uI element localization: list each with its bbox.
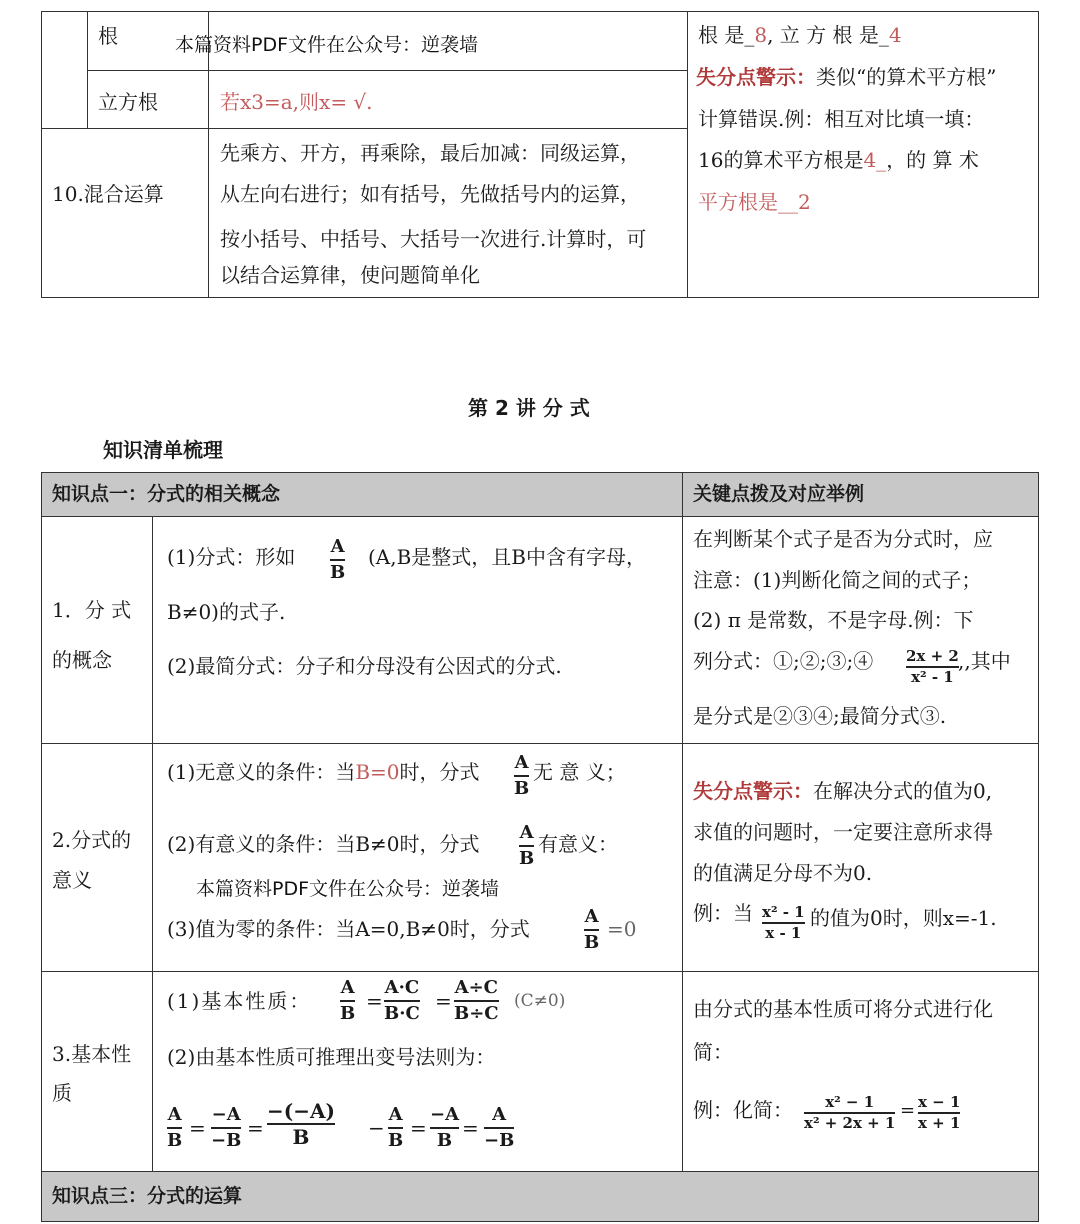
root-answer-text-c: , 立 方 根 是_ [767, 23, 889, 47]
mixed-ops-line-2: 从左向右进行；如有括号，先做括号内的运算， [220, 182, 640, 206]
row2-label-1: 2.分式的 [52, 828, 132, 852]
sr1-d2: −B [211, 1130, 242, 1151]
sr2-n2: −A [430, 1104, 460, 1125]
row2-frac2-den: B [519, 848, 535, 869]
sr2-d3: −B [484, 1130, 515, 1151]
row1-right-frac-den: x² - 1 [911, 668, 954, 686]
row3-sign-rule-1: A B = −A −B = −(−A) B [167, 1099, 335, 1151]
row1-right-4: 列分式：①;②;③;④ [693, 649, 874, 673]
warning-text-3a: 16的算术平方根是 [698, 148, 864, 172]
warning-text-3b: 4_ [863, 148, 887, 172]
row3-right-fraction-1 [804, 1094, 895, 1132]
row3-right-fraction-2 [918, 1094, 960, 1132]
sr2-n3: A [492, 1104, 507, 1125]
row2-label-2: 意义 [52, 868, 92, 892]
row3-line2: (2)由基本性质可推理出变号法则为： [167, 1045, 496, 1069]
warning-line-2: 计算错误.例：相互对比填一填： [698, 107, 985, 131]
row1-line1-b: (A,B是整式，且B中含有字母， [368, 545, 646, 569]
bp-n2: A·C [384, 977, 420, 998]
row2-line1-c: 时，分式 [399, 760, 480, 784]
warning-text-3c: ，的 算 术 [886, 148, 979, 172]
row1-right-2: 注意：(1)判断化简之间的式子； [693, 568, 982, 592]
row2-line1-d: 无 意 义； [533, 760, 626, 784]
sr1-d1: B [167, 1130, 183, 1151]
row1-label-1: 1．分 式 [52, 598, 132, 622]
warning-text-1: 类似“的算术平方根” [816, 65, 997, 89]
row2-line1 [167, 752, 480, 792]
row2-right-2: 求值的问题时，一定要注意所求得 [693, 820, 993, 844]
row3-label-1: 3.基本性 [52, 1042, 132, 1066]
row2-line1-a: (1)无意义的条件：当 [167, 760, 356, 784]
row3-condition: (C≠0) [514, 991, 566, 1011]
sr2-d2: B [436, 1130, 453, 1151]
row1-line1-a: (1)分式：形如 [167, 545, 296, 569]
warning-line-4: 平方根是__2 [698, 190, 811, 214]
watermark-top: 本篇资料PDF文件在公众号：逆袭墙 [175, 34, 479, 56]
lecture-title: 第 2 讲 分 式 [468, 396, 590, 420]
row1-line2: B≠0)的式子. [167, 600, 286, 624]
row2-right-ex-b: 的值为0时，则x=-1. [810, 906, 997, 930]
mixed-ops-line-4: 以结合运算律，使问题简单化 [220, 263, 480, 287]
row2-line3-b: =0 [607, 917, 637, 941]
row2-line2-b: 有意义： [538, 832, 618, 856]
row3-rf2-num: x − 1 [918, 1093, 961, 1111]
sr1-n1: A [167, 1104, 182, 1125]
mixed-ops-label: 10.混合运算 [52, 182, 164, 206]
root-answer-text-a: 根 是_ [698, 23, 755, 47]
row2-fraction-2 [519, 822, 534, 870]
section-heading: 知识清单梳理 [103, 438, 223, 462]
warning-line-3 [698, 140, 979, 180]
row3-right-1: 由分式的基本性质可将分式进行化 [693, 997, 993, 1021]
cube-root-content: 若x3=a,则x= √. [220, 90, 373, 114]
row3-right-ex: 例：化简： [693, 1098, 793, 1122]
root-answer-4: 4 [888, 23, 902, 47]
row3-rf2-den: x + 1 [918, 1114, 961, 1132]
mixed-ops-line-1: 先乘方、开方，再乘除，最后加减：同级运算， [220, 141, 640, 165]
footer-header: 知识点三：分式的运算 [52, 1185, 243, 1207]
row3-basic-property-eq: A B = A·C B·C = A÷C B÷C [340, 977, 499, 1024]
mixed-ops-line-3: 按小括号、中括号、大括号一次进行.计算时，可 [220, 227, 647, 251]
row2-right-ex-a: 例：当 [693, 901, 753, 925]
row2-frac2-num: A [519, 822, 534, 843]
sr2-n1: A [388, 1104, 403, 1125]
bp-n1: A [340, 977, 355, 998]
warning-label: 失分点警示： [696, 65, 816, 89]
row1-right-3: (2) π 是常数，不是字母.例：下 [693, 608, 974, 632]
root-answer-8: 8 [754, 23, 768, 47]
row2-frac1-num: A [514, 752, 529, 773]
row-label-gen: 根 [98, 24, 118, 48]
row1-frac-den: B [330, 562, 346, 583]
row3-rf1-num: x² − 1 [825, 1093, 875, 1111]
warning-line-1 [696, 57, 996, 97]
row1-right-frac-num: 2x + 2 [906, 647, 959, 665]
row2-right-3: 的值满足分母不为0. [693, 861, 873, 885]
bp-d1: B [340, 1003, 356, 1024]
row2-line1-b: B=0 [355, 760, 400, 784]
row-label-cube-root: 立方根 [98, 90, 158, 114]
row2-frac3-den: B [584, 932, 600, 953]
bp-d2: B·C [384, 1003, 420, 1024]
row2-warning-label: 失分点警示： [693, 779, 813, 803]
row2-right-fraction [762, 904, 805, 942]
row1-line3: (2)最简分式：分子和分母没有公因式的分式. [167, 654, 562, 678]
row1-fraction [330, 536, 345, 584]
row2-fraction-3 [584, 906, 599, 954]
row2-right-1 [693, 771, 992, 811]
header-right: 关键点拨及对应举例 [693, 483, 865, 505]
row3-label-2: 质 [52, 1081, 72, 1105]
watermark-middle: 本篇资料PDF文件在公众号：逆袭墙 [196, 878, 500, 900]
row2-frac3-num: A [584, 906, 599, 927]
bp-d3: B÷C [454, 1003, 499, 1024]
row1-right-fraction [906, 648, 959, 686]
bp-n3: A÷C [454, 977, 498, 998]
row2-right-text-1: 在解决分式的值为0, [813, 779, 993, 803]
row3-sign-rule-2: − A B = −A B = A −B [368, 1104, 515, 1151]
row2-fraction-1 [514, 752, 529, 800]
row3-right-2: 简： [693, 1040, 733, 1064]
sr1-n3: −(−A) [267, 1099, 335, 1123]
row2-line3-a: (3)值为零的条件：当A=0,B≠0时，分式 [167, 917, 530, 941]
sr1-d3: B [292, 1125, 310, 1149]
row3-rf1-den: x² + 2x + 1 [804, 1114, 896, 1132]
header-left: 知识点一：分式的相关概念 [52, 483, 281, 505]
sr1-n2: −A [211, 1104, 241, 1125]
row2-right-frac-num: x² - 1 [762, 903, 805, 921]
root-answer-line [698, 15, 902, 55]
row1-right-1: 在判断某个式子是否为分式时，应 [693, 527, 993, 551]
sr2-d1: B [388, 1130, 404, 1151]
row1-label-2: 的概念 [52, 648, 112, 672]
row1-right-5: ,,其中 [958, 649, 1011, 673]
row1-frac-num: A [330, 536, 345, 557]
row2-frac1-den: B [514, 778, 530, 799]
row3-line1-a: (1)基本性质： [167, 989, 312, 1013]
row2-right-frac-den: x - 1 [765, 924, 802, 942]
row1-right-6: 是分式是②③④;最简分式③. [693, 704, 947, 728]
row2-line2-a: (2)有意义的条件：当B≠0时，分式 [167, 832, 480, 856]
sr2-minus: − [368, 1116, 385, 1140]
